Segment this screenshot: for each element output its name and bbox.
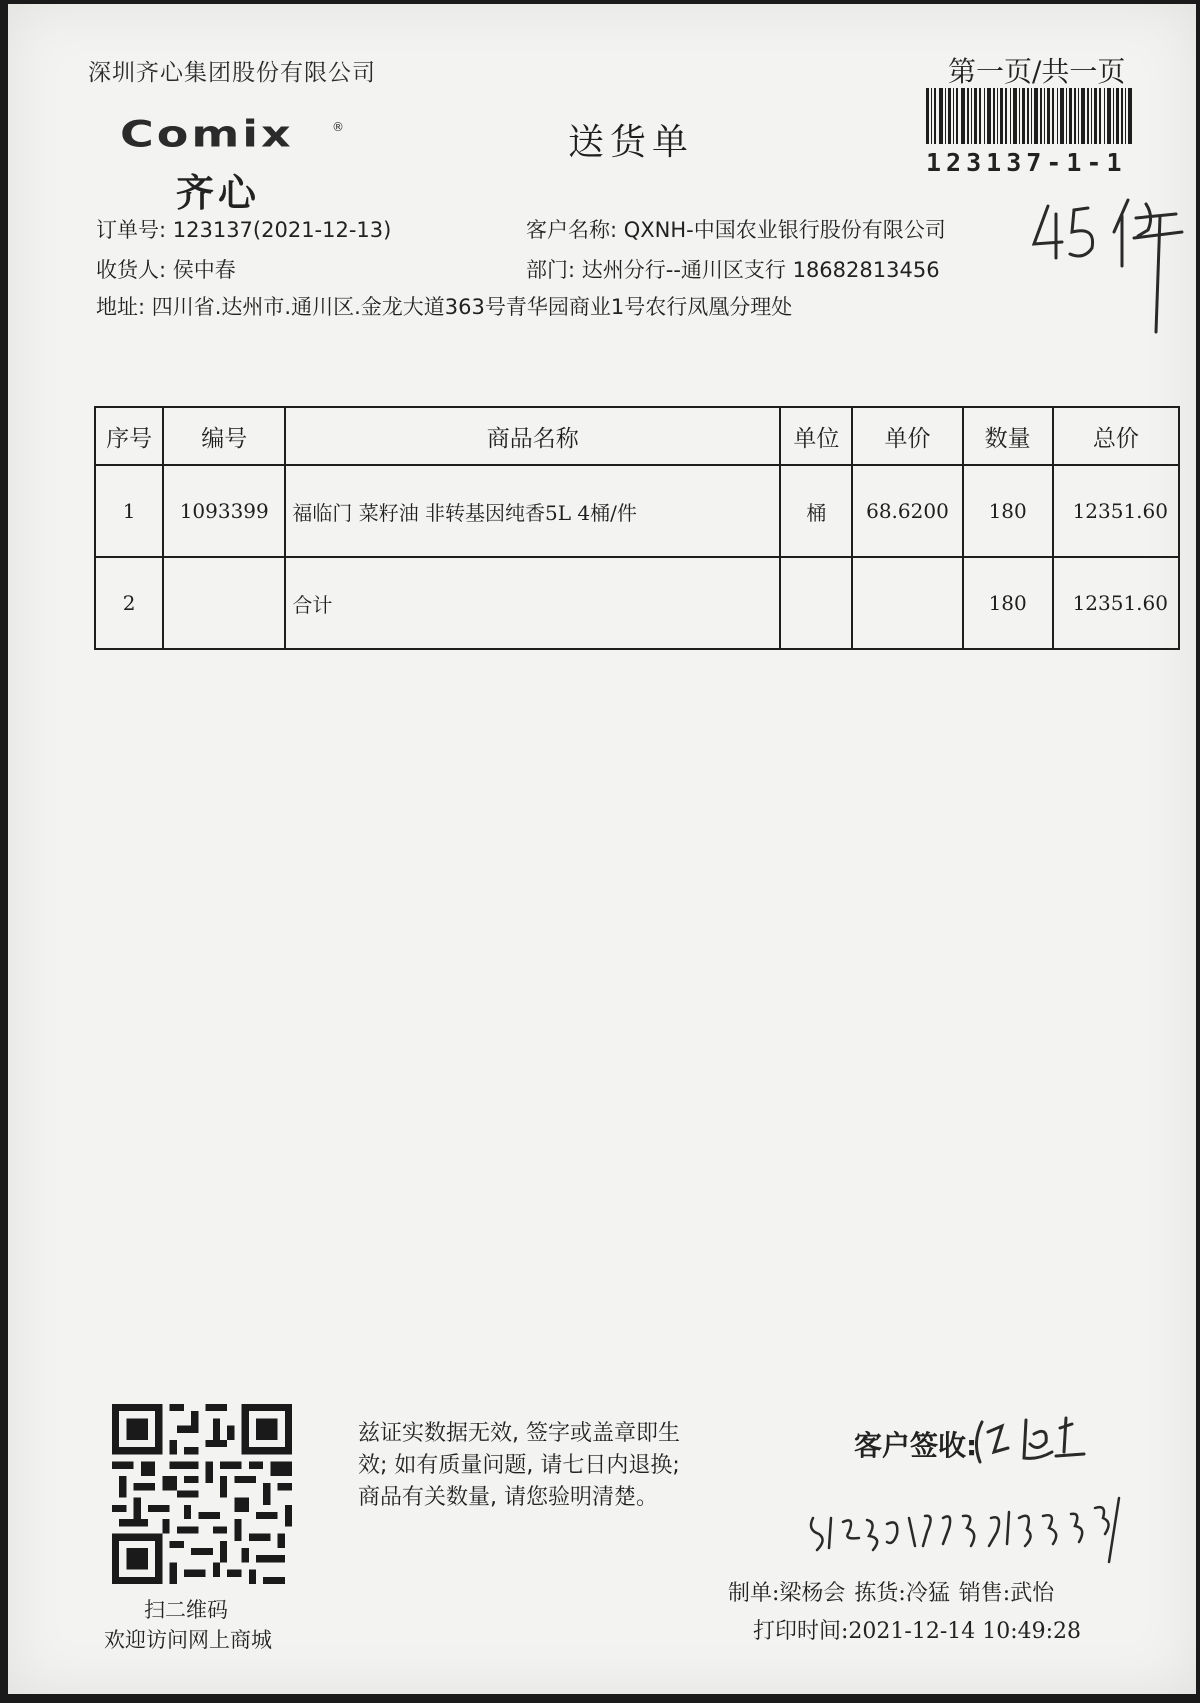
comix-logo: Comix xyxy=(120,112,294,156)
department: 部门: 达州分行--通川区支行 18682813456 xyxy=(526,258,940,282)
notice-line: 效; 如有质量问题, 请七日内退换; xyxy=(358,1453,680,1478)
handwritten-id-number xyxy=(803,1488,1133,1568)
column-header: 单价 xyxy=(852,407,962,465)
table-cell: 12351.60 xyxy=(1053,557,1179,649)
comix-logo-chinese: 齐心 xyxy=(176,171,261,215)
table-cell: 2 xyxy=(95,557,163,649)
table-cell: 桶 xyxy=(780,465,852,557)
company-name: 深圳齐心集团股份有限公司 xyxy=(88,60,376,86)
barcode-icon xyxy=(926,88,1134,144)
print-time: 打印时间:2021-12-14 10:49:28 xyxy=(753,1619,1082,1644)
table-cell xyxy=(780,557,852,649)
table-cell: 1 xyxy=(95,465,163,557)
handwritten-signature xyxy=(968,1412,1098,1472)
items-table xyxy=(94,406,1180,650)
customer-name: 客户名称: QXNH-中国农业银行股份有限公司 xyxy=(526,218,946,242)
order-number: 订单号: 123137(2021-12-13) xyxy=(96,218,392,242)
column-header: 总价 xyxy=(1053,407,1179,465)
delivery-note-sheet xyxy=(8,4,1196,1694)
terms-notice xyxy=(358,1418,758,1514)
document-title: 送货单 xyxy=(568,122,695,163)
table-cell: 福临门 菜籽油 非转基因纯香5L 4桶/件 xyxy=(285,465,780,557)
table-cell: 180 xyxy=(963,557,1053,649)
column-header: 数量 xyxy=(963,407,1053,465)
column-header: 编号 xyxy=(163,407,285,465)
delivery-address: 地址: 四川省.达州市.通川区.金龙大道363号青华园商业1号农行凤凰分理处 xyxy=(96,295,793,319)
consignee: 收货人: 侯中春 xyxy=(96,258,236,282)
table-header-row xyxy=(95,407,1179,465)
registered-mark-icon: ® xyxy=(332,120,344,134)
table-cell: 12351.60 xyxy=(1053,465,1179,557)
column-header: 序号 xyxy=(95,407,163,465)
qr-caption: 扫二维码 xyxy=(144,1598,228,1622)
table-cell xyxy=(852,557,962,649)
page-indicator: 第一页/共一页 xyxy=(948,55,1126,88)
barcode-number: 123137-1-1 xyxy=(926,148,1127,177)
table-row xyxy=(95,465,1179,557)
qr-code-icon xyxy=(112,1404,292,1584)
staff-info: 制单:梁杨会 拣货:冷猛 销售:武怡 xyxy=(728,1581,1055,1606)
notice-line: 兹证实数据无效, 签字或盖章即生 xyxy=(358,1421,680,1446)
customer-signature-label: 客户签收: xyxy=(854,1429,978,1462)
notice-line: 商品有关数量, 请您验明清楚。 xyxy=(358,1485,658,1510)
table-cell xyxy=(163,557,285,649)
qr-caption-secondary: 欢迎访问网上商城 xyxy=(104,1628,272,1652)
handwritten-count-note xyxy=(1026,196,1196,336)
table-cell: 68.6200 xyxy=(852,465,962,557)
column-header: 商品名称 xyxy=(285,407,780,465)
table-row-total xyxy=(95,557,1179,649)
column-header: 单位 xyxy=(780,407,852,465)
table-cell: 180 xyxy=(963,465,1053,557)
table-cell: 合计 xyxy=(285,557,780,649)
table-cell: 1093399 xyxy=(163,465,285,557)
